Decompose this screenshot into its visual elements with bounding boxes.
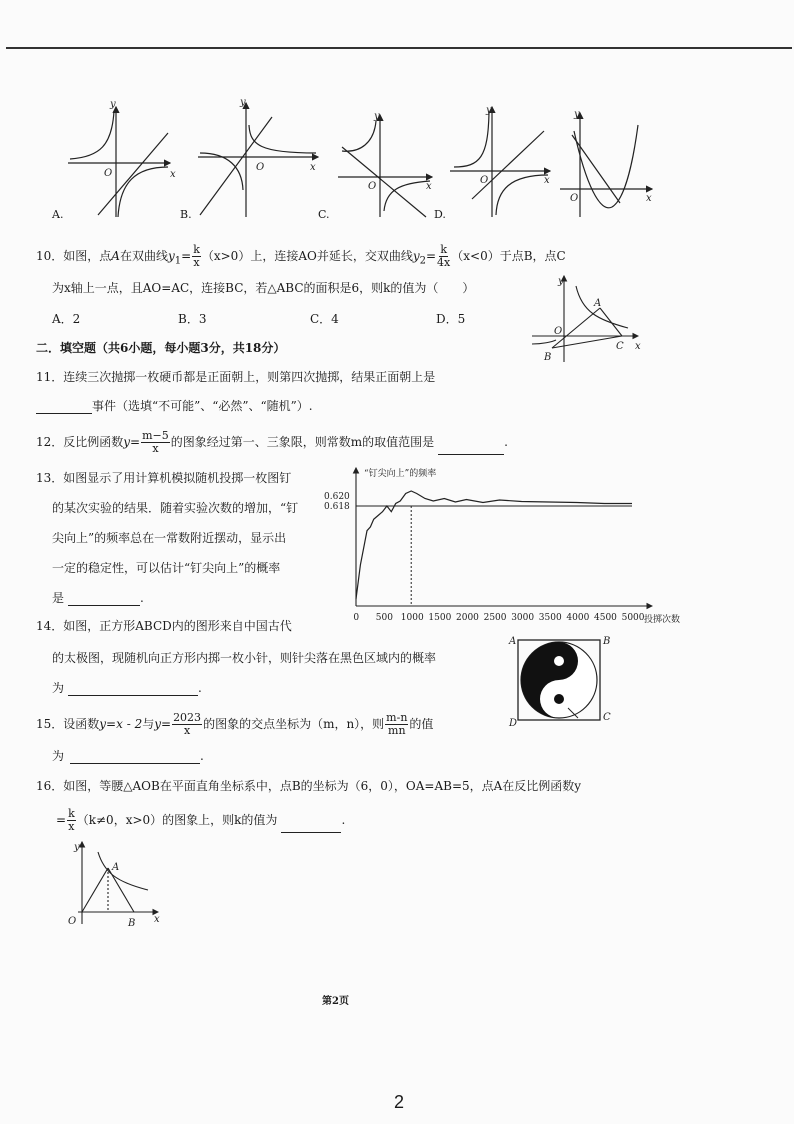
svg-text:O: O <box>368 181 377 192</box>
q10-option-a: A．2 <box>52 312 81 326</box>
y-tick-label: 0.620 <box>324 492 350 502</box>
svg-text:x: x <box>635 341 641 352</box>
x-tick-label: 4500 <box>594 613 617 623</box>
q13-frequency-chart <box>322 464 696 628</box>
q14-line3: 为 . <box>52 681 202 695</box>
x-tick-label: 4000 <box>566 613 590 623</box>
q10-option-d: D．5 <box>436 312 466 326</box>
q16-label-b: B <box>128 918 136 928</box>
svg-text:x: x <box>646 193 652 204</box>
svg-text:x: x <box>310 162 316 173</box>
svg-text:y: y <box>574 109 580 120</box>
svg-text:O: O <box>480 175 489 186</box>
x-tick-label: 1500 <box>428 613 452 623</box>
section-2-heading: 二．填空题（共6小题，每小题3分，共18分） <box>36 341 286 355</box>
q14-line2: 的太极图，现随机向正方形内掷一枚小针，则针尖落在黑色区域内的概率 <box>52 651 437 665</box>
q11-line1: 11．连续三次抛掷一枚硬币都是正面朝上，则第四次抛掷，结果正面朝上是 <box>36 370 436 384</box>
svg-text:O: O <box>570 193 579 204</box>
svg-text:x: x <box>426 181 432 192</box>
q14-label-c: C <box>603 712 611 723</box>
q9-option-a: A. <box>52 208 64 221</box>
x-tick-label: 3500 <box>538 613 562 623</box>
svg-text:x: x <box>154 914 160 925</box>
svg-text:y: y <box>374 111 380 122</box>
top-rule <box>6 47 792 49</box>
q10-fraction-2: $\frac{k}{4x}$ <box>437 243 451 269</box>
q14-taiji-figure <box>508 634 614 728</box>
q10-line1: 10．如图，点A在双曲线$y_1=$ $\frac{k}{x}$ （x>0）上，连接AO并延长，交双曲线$y_2=$ $\frac{k}{4x}$ （x<0）于点B，点C <box>36 243 566 269</box>
q9-option-b: B. <box>180 208 192 221</box>
q16-label-o: O <box>68 916 77 927</box>
q16-fraction: $\frac{k}{x}$ <box>68 807 75 833</box>
q13-line1: 13．如图显示了用计算机模拟随机投掷一枚图钉 <box>36 471 292 485</box>
q10-label-b: B <box>544 352 552 363</box>
q16-figure <box>60 838 170 928</box>
q16-line2: = $\frac{k}{x}$ （k≠0，x>0）的图象上，则k的值为 . <box>56 807 346 833</box>
svg-text:y: y <box>74 842 80 853</box>
q15-answer-blank <box>70 763 200 764</box>
q14-label-d: D <box>509 718 518 728</box>
q14-answer-blank <box>68 695 198 696</box>
series-line-0 <box>356 491 632 599</box>
svg-text:x: x <box>544 175 550 186</box>
q11-line2: 事件（选填“不可能”、“必然”、“随机”）. <box>36 398 313 414</box>
q9-option-d: D. <box>434 208 446 221</box>
q10-option-b: B．3 <box>178 312 207 326</box>
x-tick-label: 3000 <box>511 613 535 623</box>
x-tick-label: 1000 <box>400 613 424 623</box>
q12-answer-blank <box>438 454 504 455</box>
q16-answer-blank <box>281 832 341 833</box>
q14-label-b: B <box>603 636 611 647</box>
page-footer: 第2页 <box>322 996 349 1007</box>
q13-answer-blank <box>68 605 140 606</box>
x-tick-label: 2000 <box>456 613 479 623</box>
svg-text:O: O <box>256 162 265 173</box>
q15-fraction-1: $\frac{2023}{x}$ <box>173 711 202 737</box>
x-tick-label: 500 <box>375 613 393 623</box>
svg-text:y: y <box>558 276 564 287</box>
q14-label-a: A <box>509 636 517 647</box>
x-tick-label: 0 <box>353 613 360 623</box>
q10-label-a: A <box>594 298 602 309</box>
q10-figure <box>530 270 645 365</box>
q15-line2: 为 . <box>52 749 204 763</box>
q14-line1: 14．如图，正方形ABCD内的图形来自中国古代 <box>36 619 292 633</box>
q12-line: 12．反比例函数y= $\frac{m-5}{x}$ 的图象经过第一、三象限，则常数m的取值范围是 . <box>36 429 508 455</box>
q10-fraction-1: $\frac{k}{x}$ <box>193 243 200 269</box>
q13-line2: 的某次实验的结果．随着实验次数的增加，“钉 <box>52 501 299 515</box>
x-tick-label: 2500 <box>483 613 507 623</box>
q10-line2: 为x轴上一点，且AO=AC，连接BC，若△ABC的面积是6，则k的值为（ ） <box>52 281 475 295</box>
q10-label-c: C <box>616 341 624 352</box>
chart-title: “钉尖向上”的频率 <box>364 469 437 479</box>
q16-label-a: A <box>112 862 120 873</box>
svg-text:y: y <box>240 97 246 108</box>
q13-line5: 是 . <box>52 591 144 605</box>
q12-fraction: $\frac{m-5}{x}$ <box>142 429 169 455</box>
q15-fraction-2: $\frac{m-n}{mn}$ <box>386 711 408 737</box>
q15-line1: 15．设函数y=x - 2与y= $\frac{2023}{x}$ 的图象的交点坐标为（m，n），则 $\frac{m-n}{mn}$ 的值 <box>36 711 434 737</box>
axis-origin-label: O <box>104 168 113 179</box>
q11-answer-blank <box>36 413 92 414</box>
page-number: 2 <box>394 1092 405 1112</box>
chart-x-axis-label: 投掷次数 <box>644 615 681 625</box>
svg-text:y: y <box>486 105 492 116</box>
q9-option-c: C. <box>318 208 330 221</box>
q10-option-c: C．4 <box>310 312 339 326</box>
axis-y-label: y <box>110 99 116 110</box>
q13-line4: 一定的稳定性，可以估计“钉尖向上”的概率 <box>52 561 281 575</box>
axis-x-label: x <box>170 169 176 180</box>
q10-label-o: O <box>554 326 563 337</box>
x-tick-label: 5000 <box>621 613 645 623</box>
q16-line1: 16．如图，等腰△AOB在平面直角坐标系中，点B的坐标为（6，0），OA=AB=5，点A在反比例函数y <box>36 779 582 793</box>
q9-graphs <box>60 95 660 225</box>
q13-line3: 尖向上”的频率总在一常数附近摆动，显示出 <box>52 531 287 545</box>
y-tick-label: 0.618 <box>324 502 350 512</box>
